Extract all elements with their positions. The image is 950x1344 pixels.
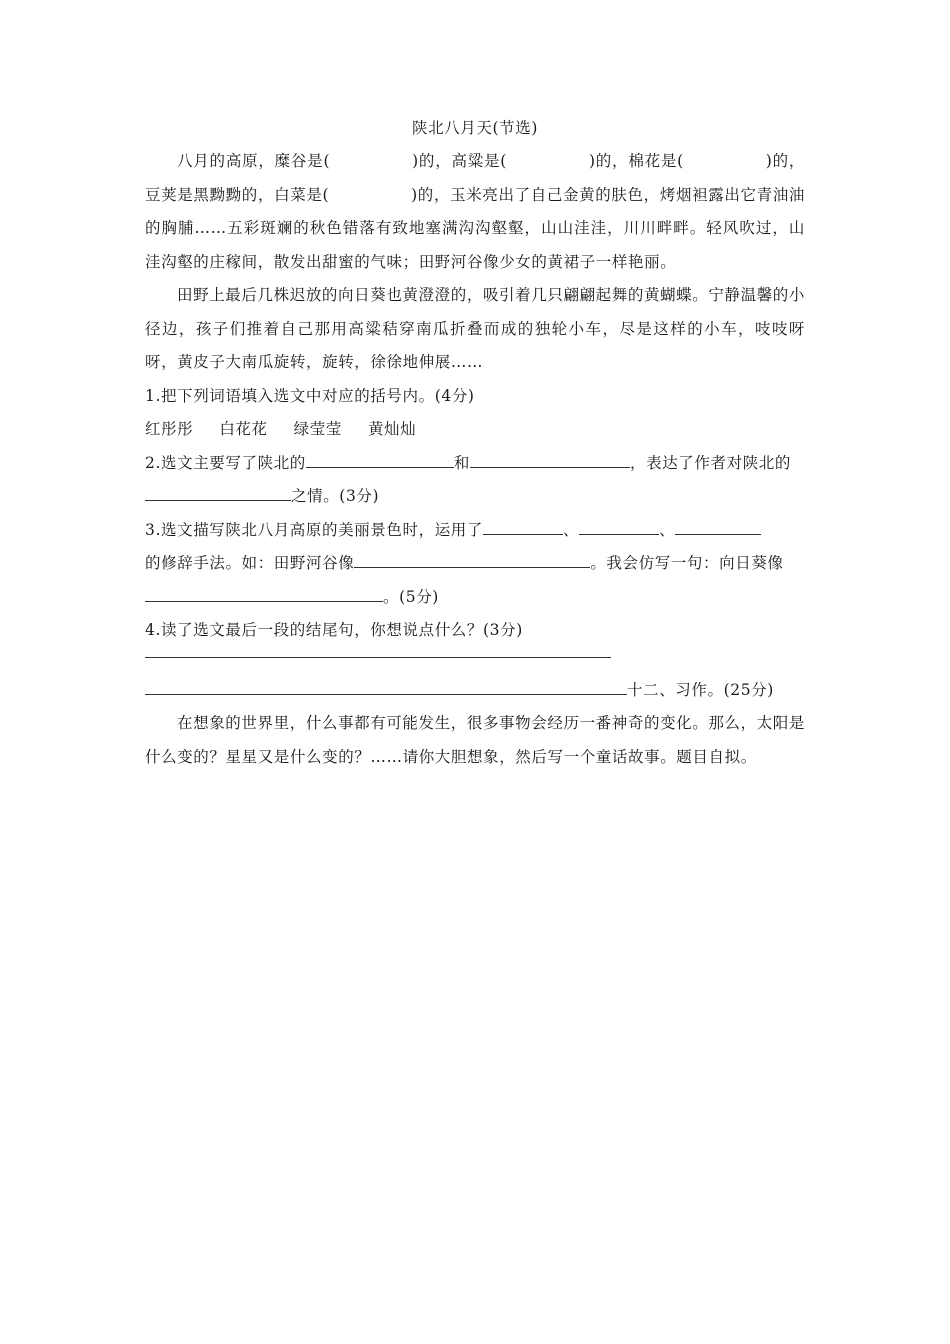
q3-text-b: 的修辞手法。如：田野河谷像	[145, 554, 355, 572]
passage-paragraph-2: 田野上最后几株迟放的向日葵也黄澄澄的，吸引着几只翩翩起舞的黄蝴蝶。宁静温馨的小径边，孩子们推着自己那用高粱秸穿南瓜折叠而成的独轮小车，尽是这样的小车，吱吱呀呀，黄皮子大南瓜旋转，旋转，徐徐地伸展……	[145, 286, 805, 371]
q2-blank-2[interactable]	[470, 449, 630, 468]
q3-text-a: 3.选文描写陕北八月高原的美丽景色时，运用了	[145, 520, 483, 539]
q3-blank-4[interactable]	[354, 549, 590, 568]
question-3-line-1	[145, 514, 805, 548]
question-2-line-2	[145, 480, 805, 514]
p1-segment-c: )的，棉花是(	[588, 152, 684, 170]
passage-paragraph-1	[145, 145, 805, 279]
q3-sep-2: 、	[659, 520, 676, 539]
q3-text-d: 。(5分)	[383, 587, 439, 606]
word-1: 红彤彤	[145, 420, 194, 438]
question-1: 1.把下列词语填入选文中对应的括号内。(4分)	[145, 386, 475, 405]
word-bank	[145, 413, 805, 447]
p1-segment-e: )的，玉米亮出了自己金黄的肤色，烤烟袒露出它青油油的胸脯……五彩斑斓的秋色错落有致地塞满沟沟壑壑，山山洼洼，川川畔畔。轻风吹过，山洼沟壑的庄稼间，散发出甜蜜的气味；田野河谷像少女的黄裙子一样艳丽。	[145, 185, 805, 271]
q3-text-c: 。我会仿写一句：向日葵像	[590, 554, 784, 572]
passage-title: 陕北八月天(节选)	[412, 119, 538, 137]
q4-answer-line-2-with-heading	[145, 674, 805, 708]
p1-segment-a: 八月的高原，糜谷是(	[177, 152, 331, 170]
section-12-heading: 十二、习作。(25分)	[627, 680, 774, 699]
q4-answer-line-1[interactable]	[145, 657, 611, 658]
p1-segment-b: )的，高粱是(	[412, 152, 507, 170]
q2-text-c: ，表达了作者对陕北的	[630, 453, 792, 472]
q3-sep-1: 、	[563, 520, 580, 539]
q2-blank-1[interactable]	[306, 449, 454, 468]
q2-text-d: 之情。(3分)	[291, 487, 380, 505]
question-4: 4.读了选文最后一段的结尾句，你想说点什么？(3分)	[145, 621, 523, 639]
q3-blank-5[interactable]	[145, 583, 383, 602]
question-2-line-1	[145, 447, 805, 481]
word-4: 黄灿灿	[367, 420, 417, 438]
q3-blank-1[interactable]	[483, 516, 563, 535]
q3-blank-3[interactable]	[675, 516, 761, 535]
worksheet-page	[145, 112, 805, 774]
q2-text-a: 2.选文主要写了陕北的	[145, 453, 306, 472]
word-3: 绿莹莹	[293, 420, 342, 438]
question-3-line-2	[145, 547, 805, 581]
q3-blank-2[interactable]	[579, 516, 659, 535]
q2-blank-3[interactable]	[145, 482, 291, 501]
q4-answer-line-2[interactable]	[145, 676, 627, 695]
question-3-line-3	[145, 581, 805, 615]
section-12-prompt: 在想象的世界里，什么事都有可能发生，很多事物会经历一番神奇的变化。那么，太阳是什么变的？星星又是什么变的？……请你大胆想象，然后写一个童话故事。题目自拟。	[145, 714, 805, 766]
word-2: 白花花	[219, 420, 268, 438]
q2-text-b: 和	[453, 453, 470, 472]
p1-segment-d: )的，豆荚是黑黝黝的，白菜是(	[145, 152, 805, 204]
